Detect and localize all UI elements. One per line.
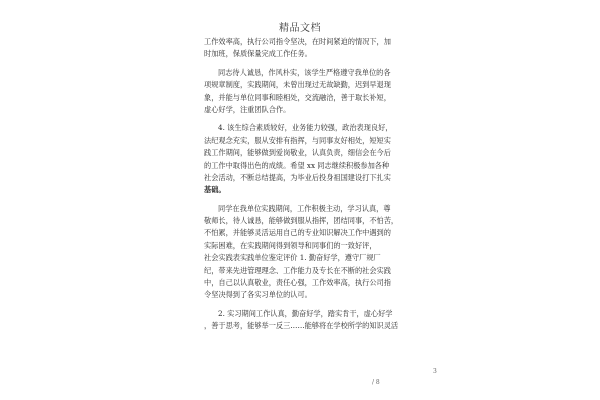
text-line: ，善于思考，能够举一反三……能够将在学校所学的知识灵活 <box>204 321 399 331</box>
text-line: 令坚决得到了各实习单位的认可。 <box>204 290 312 300</box>
text-line: 敬师长，待人诚恳，能够做到服从指挥，团结同事，不怕苦， <box>204 216 399 226</box>
text-line: 同志待人诚恳，作风朴实，该学生严格遵守我单位的各 <box>218 67 391 77</box>
text-line: 中，自己以认真敬业，责任心强，工作效率高，执行公司指 <box>204 278 391 288</box>
text-line: 社会活动，不断总结提高，为毕业后投身祖国建设打下扎实 <box>204 172 391 182</box>
text-line: 纪，带来先进管理理念、工作能力及专长在不断的社会实践 <box>204 265 391 275</box>
page-header-title: 精品文档 <box>279 23 321 34</box>
paragraph <box>204 122 414 196</box>
text-line: 同学在我单位实践期间，工作积极主动，学习认真，尊 <box>218 203 391 213</box>
text-line: 践工作期间，能够做到爱岗敬业，认真负责，细信会在今后 <box>204 148 391 158</box>
side-mark: 3 <box>433 368 437 375</box>
text-line: 社会实践表实践单位鉴定评价 1. 勤奋好学，遵守厂规厂 <box>204 253 381 263</box>
text-line: 工作效率高，执行公司指令坚决，在时间紧迫的情况下，加 <box>204 37 391 46</box>
document-body <box>204 36 414 333</box>
text-line: 虚心好学，注重团队合作。 <box>204 104 291 114</box>
text-line: 象，并能与单位同事和睦相处，交流融洽，善于取长补短， <box>204 92 391 102</box>
page-number: / 8 <box>372 379 380 386</box>
text-line: 的工作中取得出色的成绩。希望 xx 同志继续积极参加各种 <box>204 160 390 170</box>
text-line: 2. 实习期间工作认真，勤奋好学，踏实肯干，虚心好学 <box>218 308 393 318</box>
text-line: 时加班，保质保量完成工作任务。 <box>204 49 312 59</box>
text-line: 项规章制度，实践期间，未曾出现过无故缺勤，迟到早退现 <box>204 80 391 90</box>
text-line: 4. 该生综合素质较好，业务能力较强，政治表现良好， <box>218 123 393 133</box>
text-line: 不怕累，并能够灵活运用自己的专业知识解决工作中遇到的 <box>204 228 391 238</box>
text-line: 基础。 <box>204 185 226 195</box>
paragraph <box>204 308 414 333</box>
paragraph <box>204 203 414 302</box>
text-line: 实际困难，在实践期间得到领导和同事们的一致好评， <box>204 240 377 250</box>
text-line: 法纪观念充实，服从安排有指挥，与同事友好相处，短短实 <box>204 135 391 145</box>
paragraph <box>204 36 414 61</box>
paragraph <box>204 67 414 117</box>
